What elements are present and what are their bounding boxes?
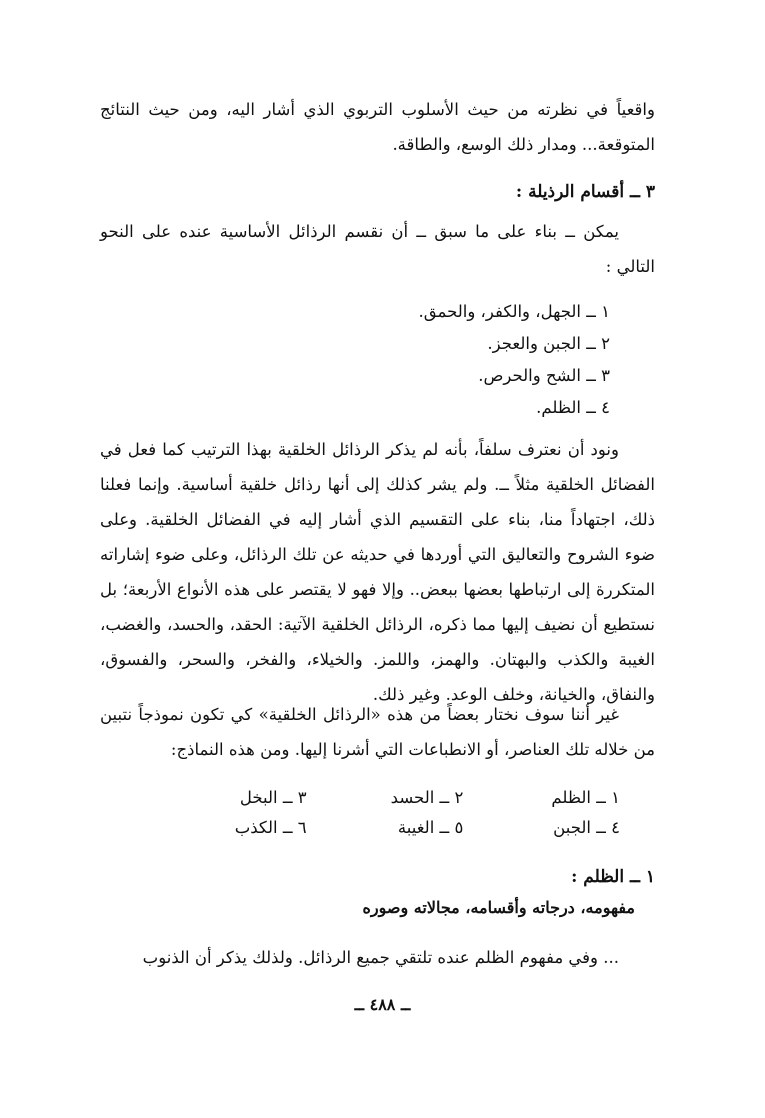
- model-item: ٦ ــ الكذب: [234, 818, 307, 837]
- model-item: ٢ ــ الحسد: [390, 788, 464, 807]
- section-3-heading: ٣ ــ أقسام الرذيلة :: [515, 182, 655, 202]
- intro-text: واقعياً في نظرته من حيث الأسلوب التربوي الذي أشار اليه، ومن حيث النتائج المتوقعة... ومدار ذلك الوسع، والطاقة.: [100, 100, 655, 154]
- section-1-subheading: مفهومه، درجاته وأقسامه، مجالاته وصوره: [362, 898, 635, 917]
- page-number: ــ ٤٨٨ ــ: [354, 995, 411, 1014]
- vices-list: [100, 296, 610, 424]
- section-3-text: يمكن ــ بناء على ما سبق ــ أن نقسم الرذائل الأساسية عنده على النحو التالي :: [100, 222, 655, 276]
- section-1-paragraph: [100, 940, 655, 975]
- section-3-paragraph: [100, 214, 655, 284]
- model-item: ١ ــ الظلم: [551, 788, 620, 807]
- list-item: ٢ ــ الجبن والعجز.: [487, 334, 610, 353]
- body-paragraph-2: [100, 697, 655, 767]
- section-1-text: ... وفي مفهوم الظلم عنده تلتقي جميع الرذائل. ولذلك يذكر أن الذنوب: [142, 948, 619, 967]
- list-item: ٤ ــ الظلم.: [536, 398, 610, 417]
- model-item: ٥ ــ الغيبة: [397, 818, 464, 837]
- list-item: ١ ــ الجهل، والكفر، والحمق.: [418, 302, 610, 321]
- intro-paragraph: [100, 92, 655, 162]
- body-text-2: غير أننا سوف نختار بعضاً من هذه «الرذائل الخلقية» كي تكون نموذجاً نتبين من خلاله تلك العناصر، أو الانطباعات التي أشرنا إليها. ومن هذه النماذج:: [100, 705, 655, 759]
- section-1-heading: ١ ــ الظلم :: [571, 867, 655, 887]
- models-grid: [150, 783, 620, 843]
- model-item: ٣ ــ البخل: [239, 788, 307, 807]
- list-item: ٣ ــ الشح والحرص.: [478, 366, 610, 385]
- body-text-1: ونود أن نعترف سلفاً، بأنه لم يذكر الرذائل الخلقية بهذا الترتيب كما فعل في الفضائل الخلقية مثلاً ــ. ولم يشر كذلك إلى أنها رذائل خلقية أساسية. وإنما فعلنا ذلك، اجتهاداً منا، بناء على التقسيم الذي أشار إليه في الفضائل الخلقية. وعلى ضوء الشروح والتعاليق التي أوردها في حديثه عن تلك الرذائل، وعلى ضوء إشاراته المتكررة إلى ارتباطها بعضها ببعض.. وإلا فهو لا يقتصر على هذه الأنواع الأربعة؛ بل نستطيع أن نضيف إليها مما ذكره، الرذائل الخلقية الآتية: الحقد، والحسد، والغضب، الغيبة والكذب والبهتان. والهمز، واللمز. والخيلاء، والفخر، والسحر، والفسوق، والنفاق، والخيانة، وخلف الوعد. وغير ذلك.: [100, 440, 656, 704]
- model-item: ٤ ــ الجبن: [553, 818, 620, 837]
- body-paragraph-1: [100, 432, 655, 712]
